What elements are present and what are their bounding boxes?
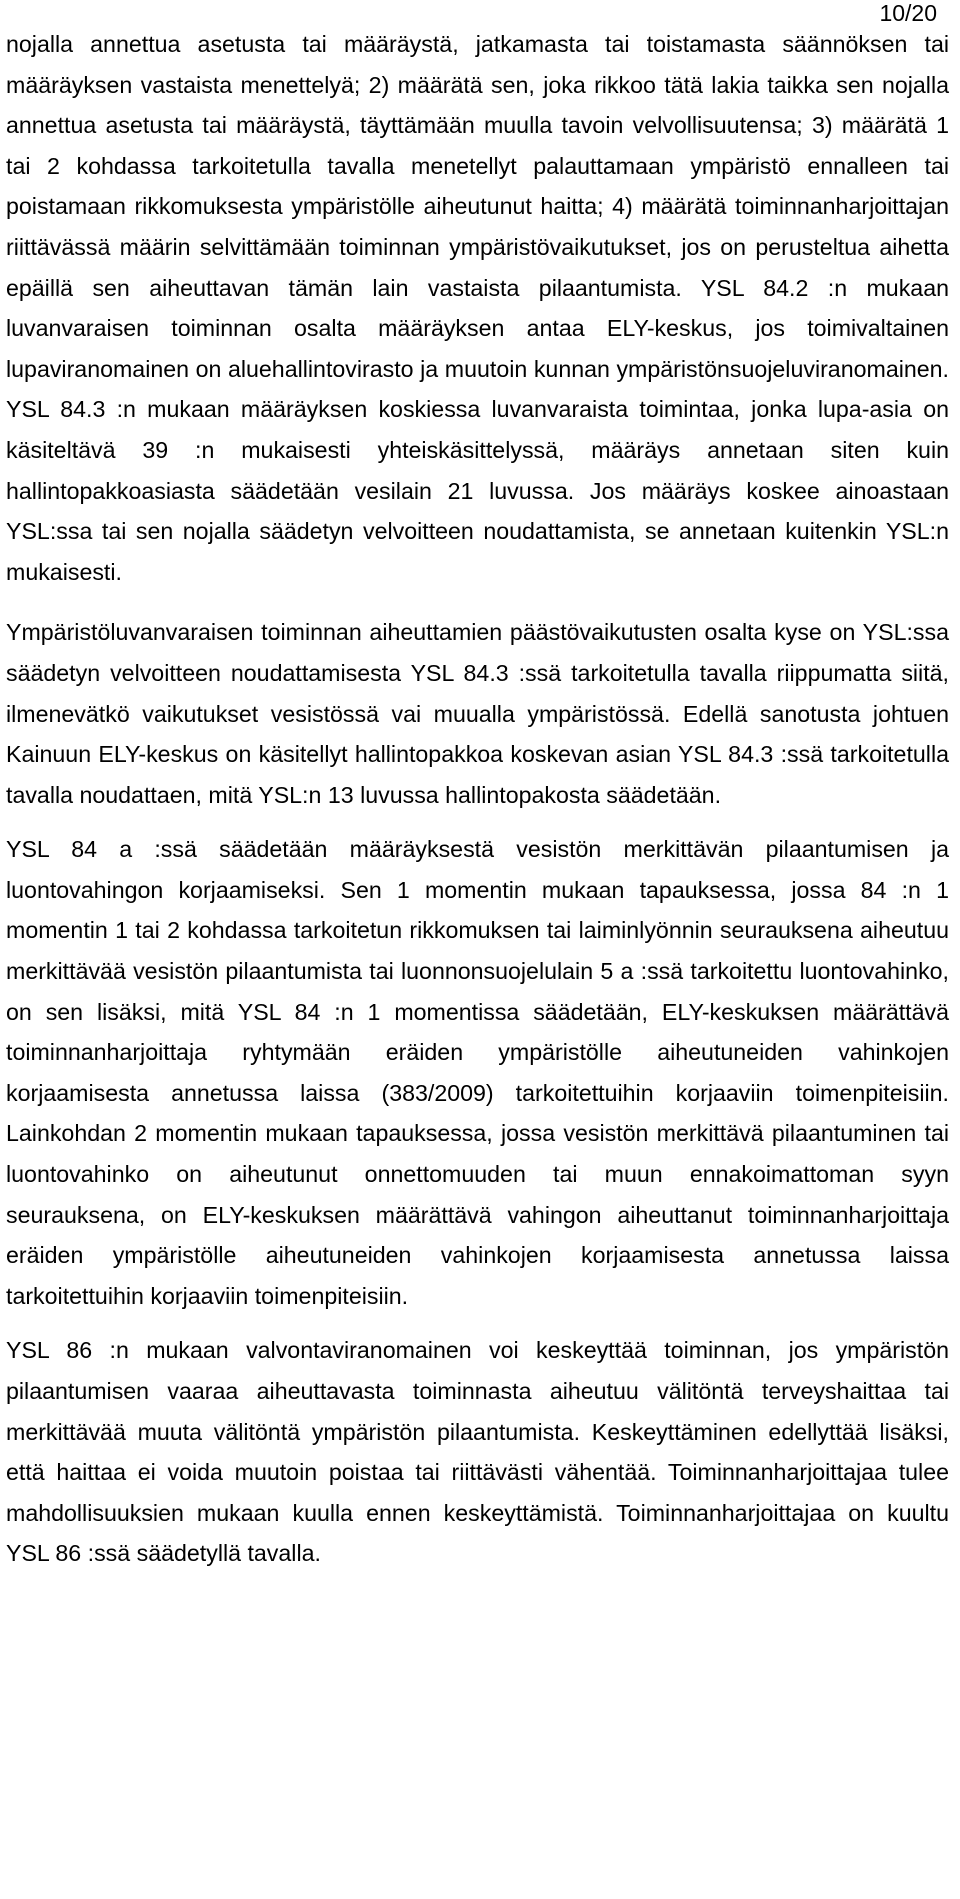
- paragraph-1: nojalla annettua asetusta tai määräystä, jatkamasta tai toistamasta säännöksen tai määräyksen vastaista menettelyä; 2) määrätä sen, joka rikkoo tätä lakia taikka sen nojalla annettua asetusta tai määräystä, täyttämään muulla tavoin velvollisuutensa; 3) määrätä 1 tai 2 kohdassa tarkoitetulla tavalla menetellyt palauttamaan ympäristö ennalleen tai poistamaan rikkomuksesta ympäristölle aiheutunut haitta; 4) määrätä toiminnanharjoittajan riittävässä määrin selvittämään toiminnan ympäristövaikutukset, jos on perusteltua aihetta epäillä sen aiheuttavan tämän lain vastaista pilaantumista. YSL 84.2 :n mukaan luvanvaraisen toiminnan osalta määräyksen antaa ELY-keskus, jos toimivaltainen lupaviranomainen on aluehallintovirasto ja muutoin kunnan ympäristönsuojeluviranomainen. YSL 84.3 :n mukaan määräyksen koskiessa luvanvaraista toimintaa, jonka lupa-asia on käsiteltävä 39 :n mukaisesti yhteiskäsittelyssä, määräys annetaan siten kuin hallintopakkoasiasta säädetään vesilain 21 luvussa. Jos määräys koskee ainoastaan YSL:ssa tai sen nojalla säädetyn velvoitteen noudattamista, se annetaan kuitenkin YSL:n mukaisesti.: [6, 31, 949, 585]
- page-number: 10/20: [879, 0, 937, 26]
- paragraph-2: Ympäristöluvanvaraisen toiminnan aiheuttamien päästövaikutusten osalta kyse on YSL:ssa säädetyn velvoitteen noudattamisesta YSL 84.3 :ssä tarkoitetulla tavalla riippumatta siitä, ilmenevätkö vaikutukset vesistössä vai muualla ympäristössä. Edellä sanotusta johtuen Kainuun ELY-keskus on käsitellyt hallintopakkoa koskevan asian YSL 84.3 :ssä tarkoitetulla tavalla noudattaen, mitä YSL:n 13 luvussa hallintopakosta säädetään.: [6, 619, 949, 808]
- paragraph-4: YSL 86 :n mukaan valvontaviranomainen voi keskeyttää toiminnan, jos ympäristön pilaantumisen vaaraa aiheuttavasta toiminnasta aiheutuu välitöntä terveyshaittaa tai merkittävää muuta välitöntä ympäristön pilaantumista. Keskeyttäminen edellyttää lisäksi, että haittaa ei voida muutoin poistaa tai riittävästi vähentää. Toiminnanharjoittajaa tulee mahdollisuuksien mukaan kuulla ennen keskeyttämistä. Toiminnanharjoittajaa on kuultu YSL 86 :ssä säädetyllä tavalla.: [6, 1337, 949, 1567]
- document-body: [6, 24, 949, 1574]
- paragraph-3: YSL 84 a :ssä säädetään määräyksestä vesistön merkittävän pilaantumisen ja luontovahingon korjaamiseksi. Sen 1 momentin mukaan tapauksessa, jossa 84 :n 1 momentin 1 tai 2 kohdassa tarkoitetun rikkomuksen tai laiminlyönnin seurauksena aiheutuu merkittävää vesistön pilaantumista tai luonnonsuojelulain 5 a :ssä tarkoitettu luontovahinko, on sen lisäksi, mitä YSL 84 :n 1 momentissa säädetään, ELY-keskuksen määrättävä toiminnanharjoittaja ryhtymään eräiden ympäristölle aiheutuneiden vahinkojen korjaamisesta annetussa laissa (383/2009) tarkoitettuihin korjaaviin toimenpiteisiin. Lainkohdan 2 momentin mukaan tapauksessa, jossa vesistön merkittävä pilaantuminen tai luontovahinko on aiheutunut onnettomuuden tai muun ennakoimattoman syyn seurauksena, on ELY-keskuksen määrättävä vahingon aiheuttanut toiminnanharjoittaja eräiden ympäristölle aiheutuneiden vahinkojen korjaamisesta annetussa laissa tarkoitettuihin korjaaviin toimenpiteisiin.: [6, 836, 949, 1309]
- document-page: [6, 0, 949, 1899]
